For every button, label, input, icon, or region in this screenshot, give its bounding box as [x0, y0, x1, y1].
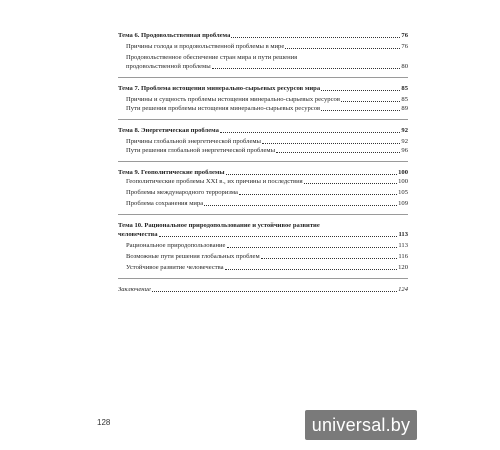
dot-leader	[262, 143, 400, 144]
toc-section	[118, 221, 408, 272]
toc-item	[118, 42, 408, 51]
toc-page-number: 113	[398, 231, 408, 238]
toc-item	[118, 263, 408, 272]
divider	[118, 77, 408, 78]
divider	[118, 278, 408, 279]
toc-page-number: 105	[398, 189, 408, 196]
toc-item-title: Устойчивое развитие человечества	[126, 264, 224, 271]
toc-page-number: 100	[398, 169, 408, 176]
toc-page-number: 120	[398, 264, 408, 271]
toc-page-number: 113	[398, 242, 408, 249]
divider	[118, 119, 408, 120]
toc-item-title: Геополитические проблемы XXI в., их причины и последствия	[126, 178, 303, 185]
toc-page-number: 92	[401, 127, 408, 134]
dot-leader	[227, 247, 398, 248]
toc-heading-title: Тема 10. Рациональное природопользование и устойчивое развитие	[118, 222, 320, 229]
toc-heading-title: Тема 6. Продовольственная проблема	[118, 32, 231, 39]
toc-page-number: 124	[398, 286, 408, 293]
toc-heading-title: Тема 7. Проблема истощения минерально-сырьевых ресурсов мира	[118, 85, 321, 92]
toc-item	[118, 104, 408, 113]
dot-leader	[261, 258, 398, 259]
toc-item-title: Пути решения глобальной энергетической проблемы	[126, 147, 276, 154]
toc-item	[118, 62, 408, 71]
toc-item-title: Проблема сохранения мира	[126, 200, 204, 207]
toc-item	[118, 177, 408, 186]
toc-item-line	[118, 53, 408, 62]
toc-conclusion-title: Заключение	[118, 286, 151, 293]
toc-heading	[118, 31, 408, 40]
toc-page-number: 96	[401, 147, 408, 154]
dot-leader	[276, 152, 400, 153]
watermark: universal.by	[305, 410, 417, 440]
toc-heading-title: Тема 8. Энергетическая проблема	[118, 127, 219, 134]
toc-heading	[118, 168, 408, 177]
toc-heading	[118, 126, 408, 135]
dot-leader	[239, 194, 397, 195]
dot-leader	[212, 68, 401, 69]
dot-leader	[152, 291, 397, 292]
toc-page-number: 92	[401, 138, 408, 145]
toc-page-number: 85	[401, 85, 408, 92]
dot-leader	[321, 90, 400, 91]
toc-heading-title: Тема 9. Геополитические проблемы	[118, 169, 225, 176]
toc-page-number: 76	[401, 43, 408, 50]
toc-item-title: продовольственной проблемы	[126, 63, 211, 70]
divider	[118, 161, 408, 162]
toc-heading	[118, 84, 408, 93]
toc-item	[118, 188, 408, 197]
toc-item-title: Причины и сущность проблемы истощения минерально-сырьевых ресурсов	[126, 96, 340, 103]
dot-leader	[204, 205, 397, 206]
toc-heading	[118, 230, 408, 239]
dot-leader	[285, 48, 400, 49]
toc-page-number: 109	[398, 200, 408, 207]
toc-item	[118, 137, 408, 146]
toc-conclusion	[118, 285, 408, 294]
toc-section	[118, 126, 408, 155]
dot-leader	[159, 236, 398, 237]
toc-page-number: 85	[401, 96, 408, 103]
page-number: 128	[97, 418, 111, 427]
toc-section	[118, 168, 408, 208]
toc-section	[118, 84, 408, 113]
toc-item-title: Возможные пути решения глобальных проблем	[126, 253, 260, 260]
divider	[118, 214, 408, 215]
toc-item	[118, 199, 408, 208]
toc-page-number: 89	[401, 105, 408, 112]
toc-page-number: 100	[398, 178, 408, 185]
dot-leader	[341, 101, 400, 102]
toc-page-number: 76	[401, 32, 408, 39]
toc-heading-line	[118, 221, 408, 230]
toc-section	[118, 31, 408, 71]
toc-item	[118, 241, 408, 250]
dot-leader	[225, 269, 398, 270]
toc-item	[118, 95, 408, 104]
dot-leader	[304, 183, 397, 184]
toc-item-title: Продовольственное обеспечение стран мира и пути решения	[126, 54, 298, 61]
toc-item-title: Причины голода и продовольственной проблемы в мире	[126, 43, 285, 50]
toc-item-title: Пути решения проблемы истощения минерально-сырьевых ресурсов	[126, 105, 321, 112]
toc-item-title: Проблемы международного терроризма	[126, 189, 238, 196]
toc-item	[118, 252, 408, 261]
table-of-contents	[118, 31, 408, 294]
dot-leader	[231, 37, 400, 38]
toc-page-number: 80	[401, 63, 408, 70]
toc-item-title: Рациональное природопользование	[126, 242, 226, 249]
toc-item	[118, 146, 408, 155]
dot-leader	[226, 174, 398, 175]
dot-leader	[321, 110, 400, 111]
toc-page-number: 116	[398, 253, 408, 260]
toc-heading-title: человечества	[118, 231, 158, 238]
dot-leader	[220, 132, 400, 133]
toc-item-title: Причины глобальной энергетической проблемы	[126, 138, 261, 145]
